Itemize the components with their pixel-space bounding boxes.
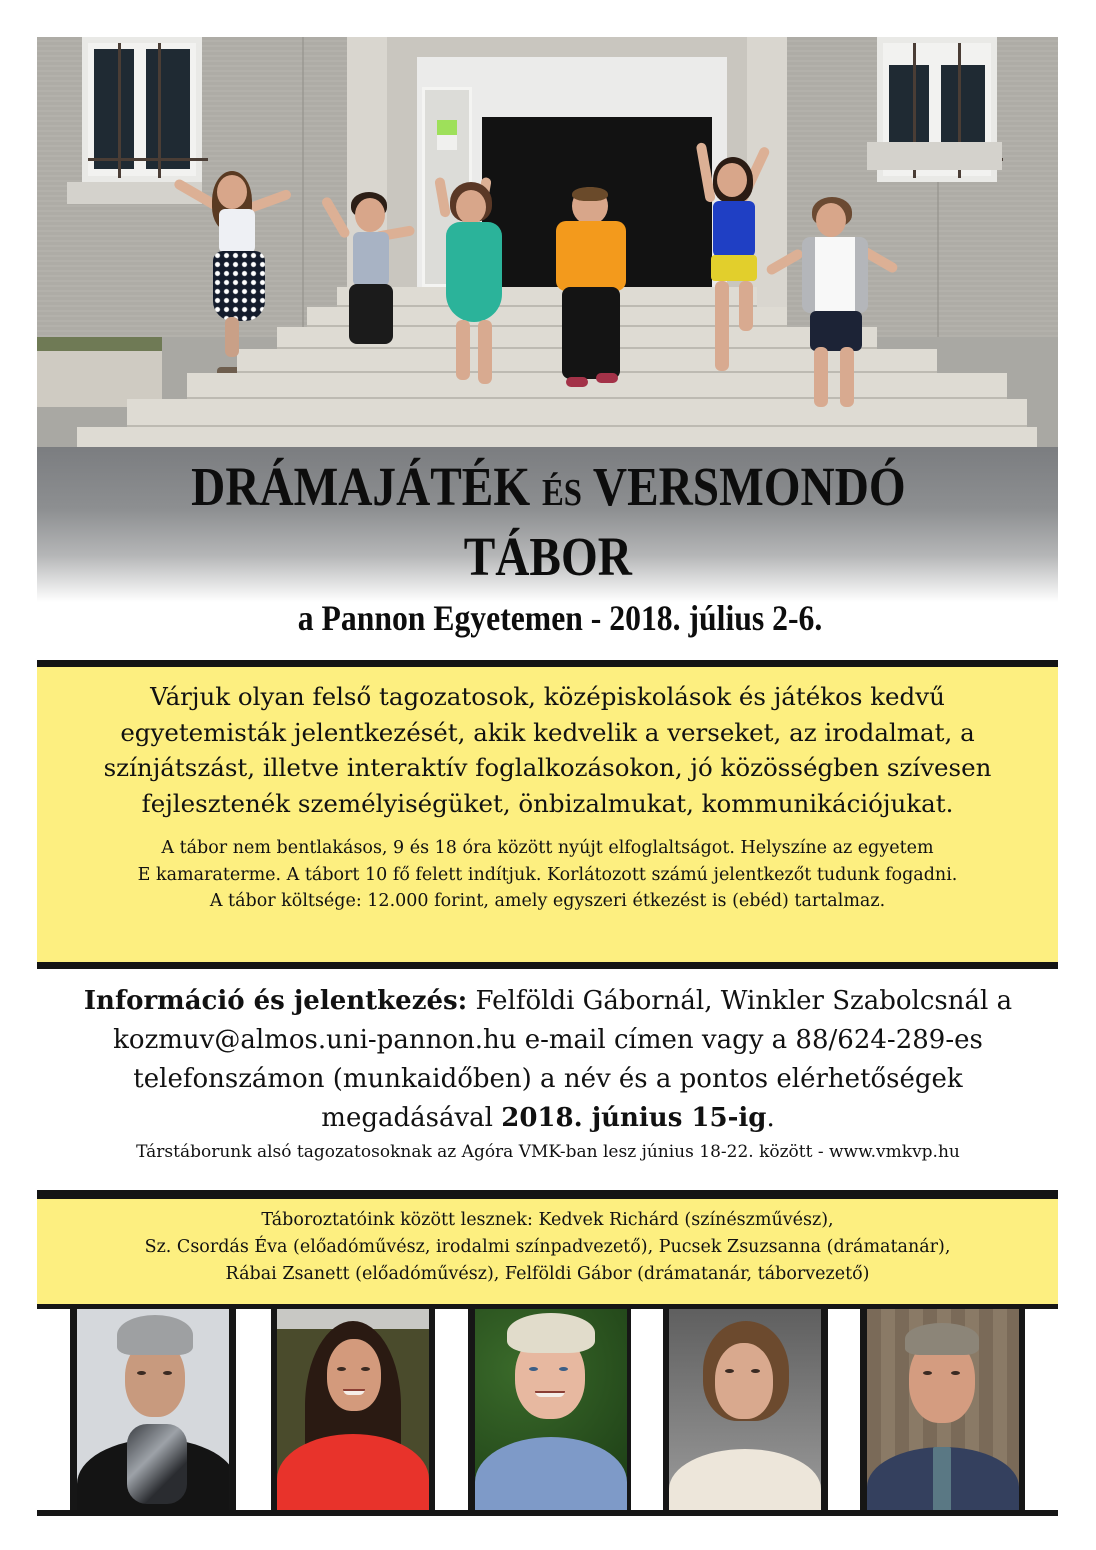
film-sprocket xyxy=(37,1309,70,1510)
page-title xyxy=(0,455,1096,525)
event-subtitle: a Pannon Egyetemen - 2018. július 2-6. xyxy=(297,598,823,638)
title-word-versmondo: VERSMONDÓ xyxy=(592,456,906,517)
window-sill xyxy=(867,142,1002,170)
portrait-felfoldi-gabor xyxy=(867,1309,1019,1510)
film-sprocket xyxy=(435,1309,468,1510)
film-sprocket xyxy=(828,1309,860,1510)
camp-details: A tábor nem bentlakásos, 9 és 18 óra között nyújt elfoglaltságot. Helyszíne az egyetem E kamaraterme. A tábort 10 fő felett indítjuk. Korlátozott számú jelentkezőt tudunk fogadni. A tábor költsége: 12.000 forint, amely egyszeri étkezést is (ebéd) tartalmaz. xyxy=(137,838,958,911)
registration-deadline: 2018. június 15-ig xyxy=(501,1103,767,1133)
sister-camp-note: Társtáborunk alsó tagozatosoknak az Agóra VMK-ban lesz június 18-22. között - www.vmkvp.hu xyxy=(136,1142,960,1162)
registration-info: Információ és jelentkezés: Felföldi Gábornál, Winkler Szabolcsnál a kozmuv@almos.uni-pannon.hu e-mail címen vagy a 88/624-289-es telefonszámon (munkaidőben) a név és a pontos elérhetőségek megadásával 2018. június 15-ig. Társtáborunk alsó tagozatosoknak az Agóra VMK-ban lesz június 18-22. között - www.vmkvp.hu xyxy=(25,982,1071,1165)
instructors-text: Táboroztatóink között lesznek: Kedvek Richárd (színészművész), Sz. Csordás Éva (előadóművész, irodalmi színpadvezető), Pucsek Zsuzsanna (drámatanár), Rábai Zsanett (előadóművész), Felföldi Gábor (drámatanár, táborvezető) xyxy=(144,1210,951,1284)
film-sprocket xyxy=(1025,1309,1058,1510)
portrait-csordas-eva xyxy=(277,1309,429,1510)
intro-text: Várjuk olyan felső tagozatosok, középiskolások és játékos kedvű egyetemisták jelentkezését, akik kedvelik a verseket, az irodalmat, a színjátszást, illetve interaktív foglalkozásokon, jó közösségben szívesen fejlesztenék személyiségüket, önbizalmukat, kommunikációjukat. xyxy=(103,682,992,818)
instructors-box xyxy=(37,1192,1058,1304)
contact-email[interactable]: kozmuv@almos.uni-pannon.hu xyxy=(113,1025,517,1055)
intro-box xyxy=(37,660,1058,969)
portrait-rabai-zsanett xyxy=(669,1309,821,1510)
film-sprocket xyxy=(631,1309,663,1510)
title-connector: ÉS xyxy=(541,472,582,514)
portrait-kedvek-richard xyxy=(77,1309,229,1510)
film-sprocket xyxy=(236,1309,271,1510)
title-tabor: TÁBOR xyxy=(463,526,633,587)
instructor-film-strip xyxy=(37,1304,1058,1516)
barred-window-left xyxy=(82,37,202,182)
info-label: Információ és jelentkezés: xyxy=(83,986,468,1016)
title-word-drama: DRÁMAJÁTÉK xyxy=(190,456,530,517)
portrait-pucsek-zsuzsanna xyxy=(475,1309,627,1510)
